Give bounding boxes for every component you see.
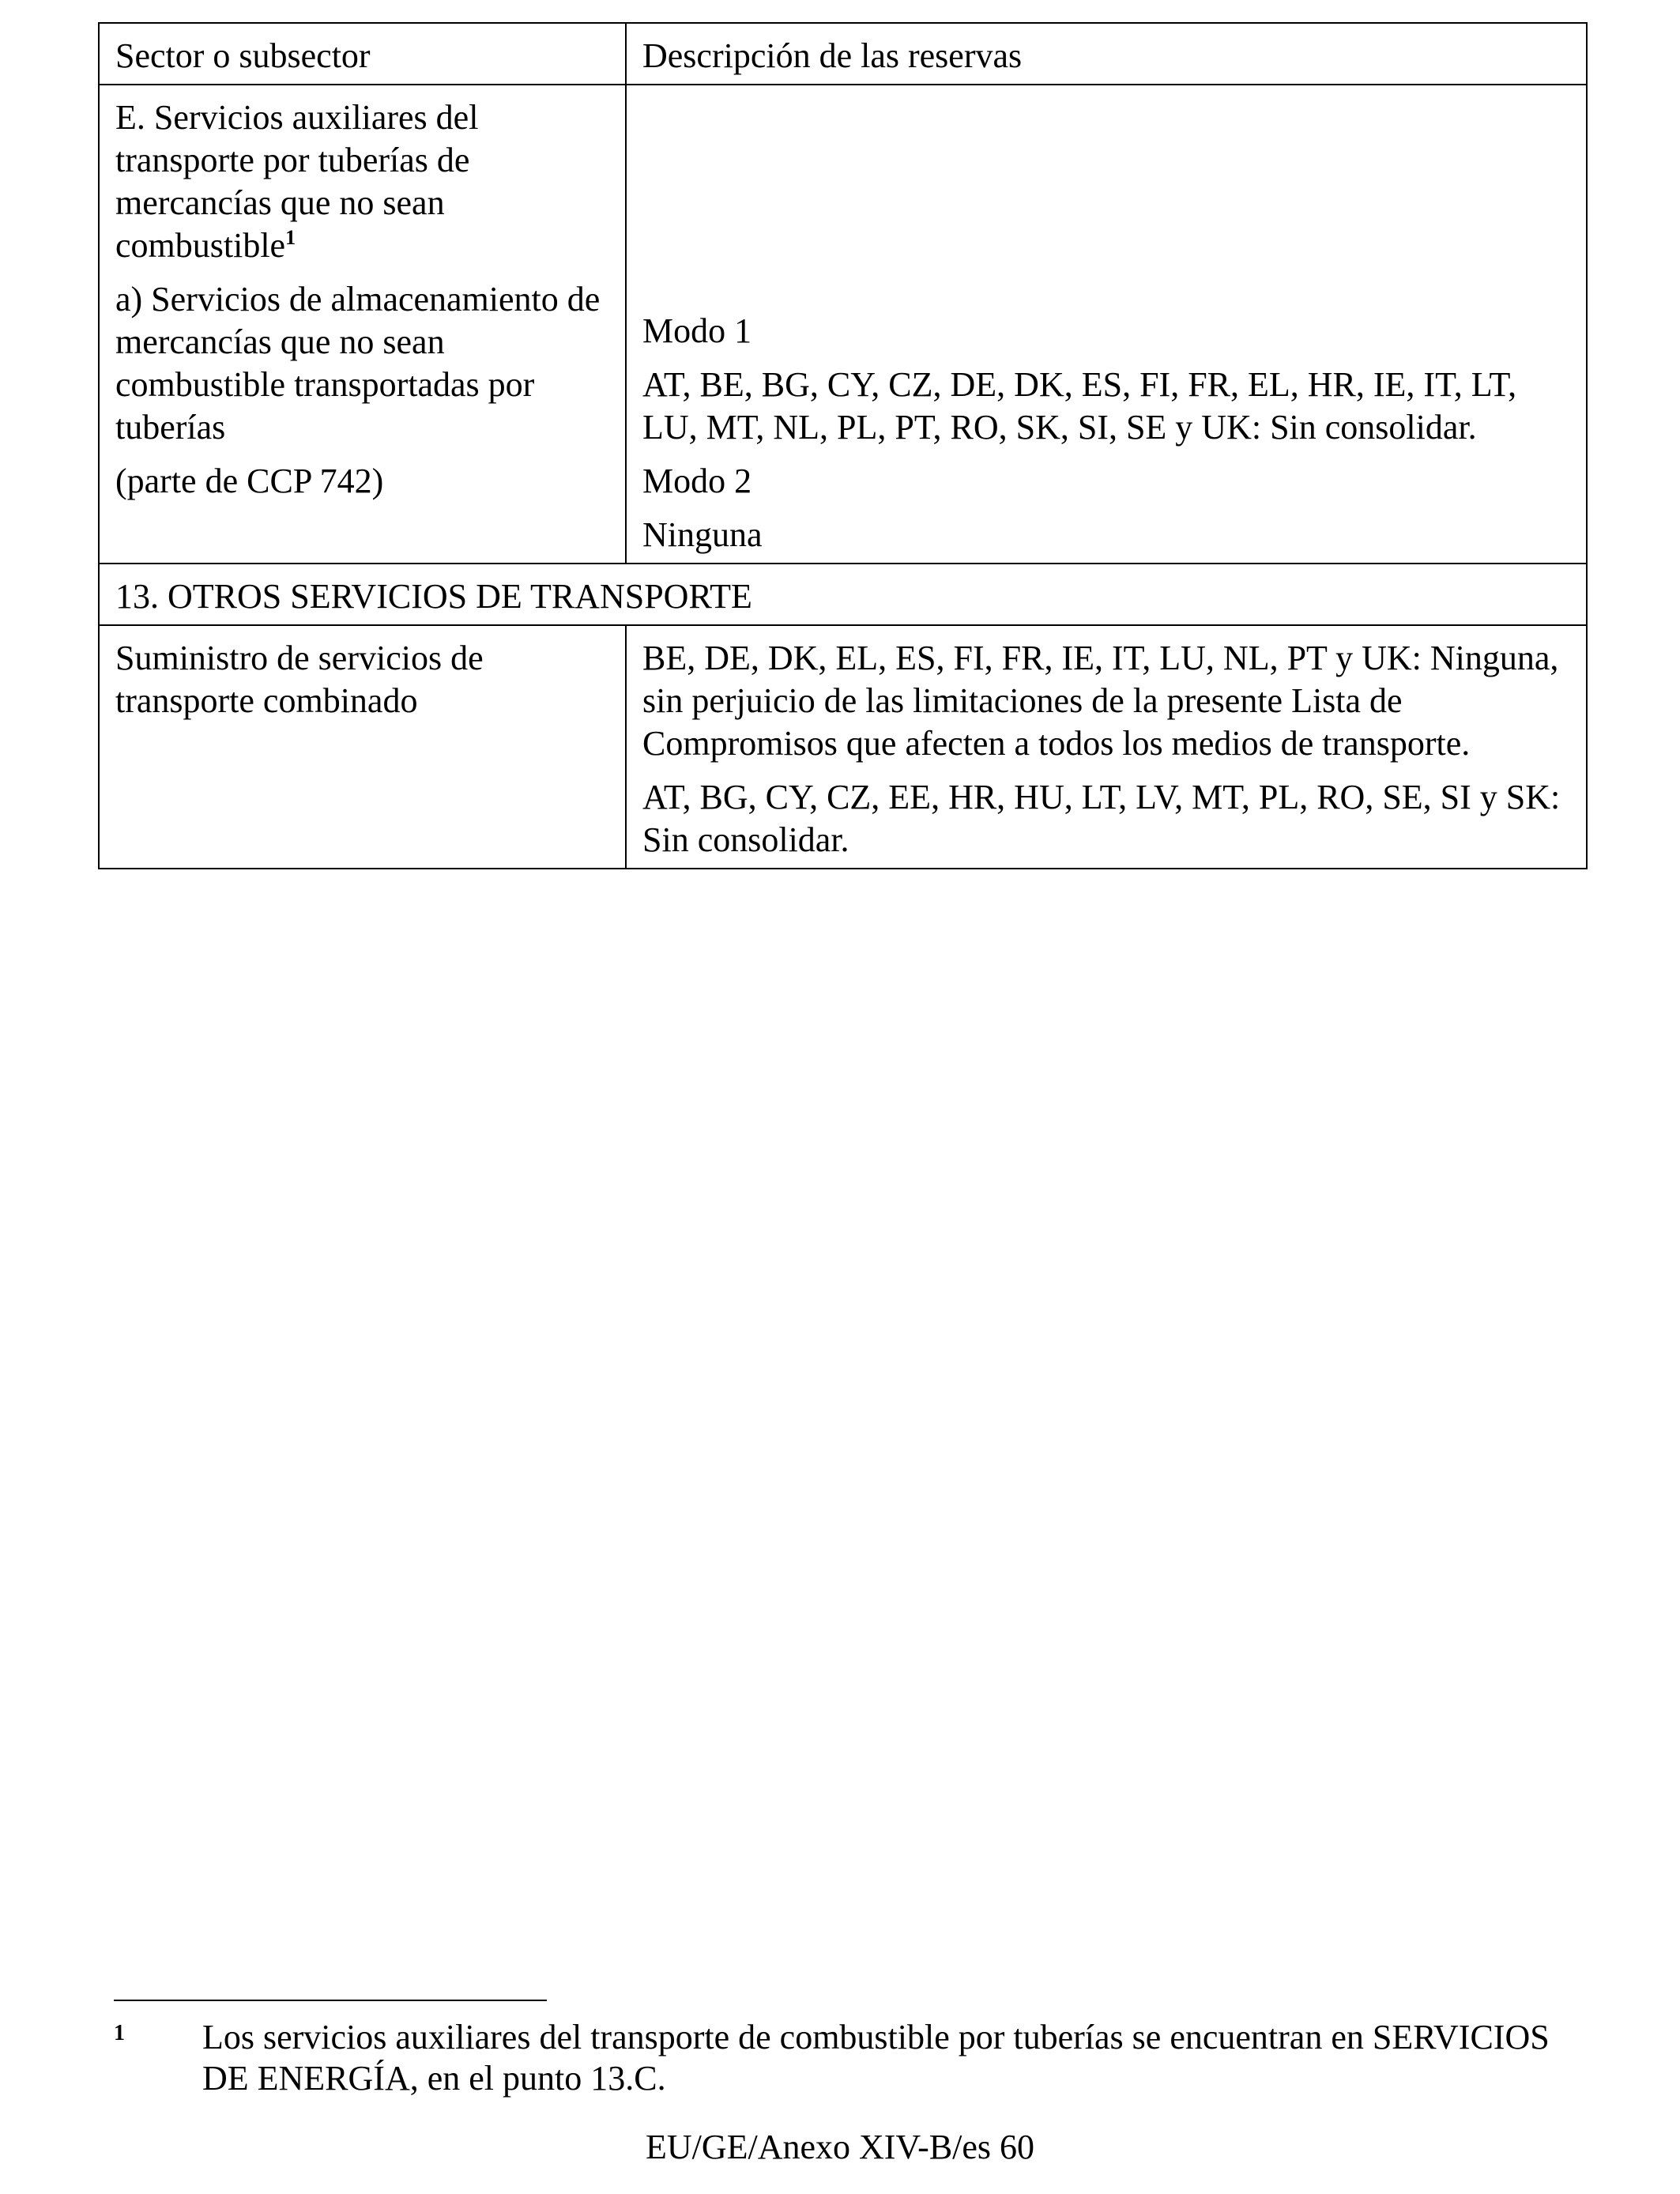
table-row xyxy=(99,625,1587,869)
section-heading-row xyxy=(99,564,1587,625)
footnote-number: 1 xyxy=(114,2021,125,2045)
description-cell-e xyxy=(626,85,1587,564)
page-footer: EU/GE/Anexo XIV-B/es 60 xyxy=(645,2128,1035,2166)
sector-e-title xyxy=(115,96,609,267)
sector-e-ccp: (parte de CCP 742) xyxy=(115,462,384,500)
reservations-table xyxy=(98,22,1588,869)
combined-desc-1: BE, DE, DK, EL, ES, FI, FR, IE, IT, LU, NL, PT y UK: Ninguna, sin perjuicio de las limitaciones de la presente Lista de Compromisos que afecten a todos los medios de transporte. xyxy=(642,639,1559,763)
mode2-text: Ninguna xyxy=(642,515,763,554)
header-sector xyxy=(99,23,626,85)
header-sector-label: Sector o subsector xyxy=(115,36,371,75)
mode1-text: AT, BE, BG, CY, CZ, DE, DK, ES, FI, FR, EL, HR, IE, IT, LT, LU, MT, NL, PL, PT, RO, SK, SI, SE y UK: Sin consolidar. xyxy=(642,365,1517,447)
sector-cell-combined xyxy=(99,625,626,869)
footnote xyxy=(114,2017,1568,2099)
footnote-separator xyxy=(114,2000,547,2001)
table-header-row xyxy=(99,23,1587,85)
sector-e-title-text: E. Servicios auxiliares del transporte por tuberías de mercancías que no sean combustible xyxy=(115,98,479,265)
section-13-heading xyxy=(99,564,1587,625)
header-description xyxy=(626,23,1587,85)
description-cell-spacer xyxy=(642,96,1570,310)
section-13-heading-text: 13. OTROS SERVICIOS DE TRANSPORTE xyxy=(115,577,752,616)
description-cell-combined xyxy=(626,625,1587,869)
mode1-label: Modo 1 xyxy=(642,311,752,350)
combined-desc-2: AT, BG, CY, CZ, EE, HR, HU, LT, LV, MT, PL, RO, SE, SI y SK: Sin consolidar. xyxy=(642,778,1561,859)
footnote-ref: 1 xyxy=(285,226,296,249)
header-description-label: Descripción de las reservas xyxy=(642,36,1023,75)
mode2-label: Modo 2 xyxy=(642,462,752,500)
footnote-text: Los servicios auxiliares del transporte de combustible por tuberías se encuentran en SERVICIOS DE ENERGÍA, en el punto 13.C. xyxy=(202,2018,1550,2098)
sector-cell-e xyxy=(99,85,626,564)
sector-e-sub-a: a) Servicios de almacenamiento de mercancías que no sean combustible transportadas por tuberías xyxy=(115,280,601,447)
combined-sector: Suministro de servicios de transporte combinado xyxy=(115,639,484,720)
table-row xyxy=(99,85,1587,564)
